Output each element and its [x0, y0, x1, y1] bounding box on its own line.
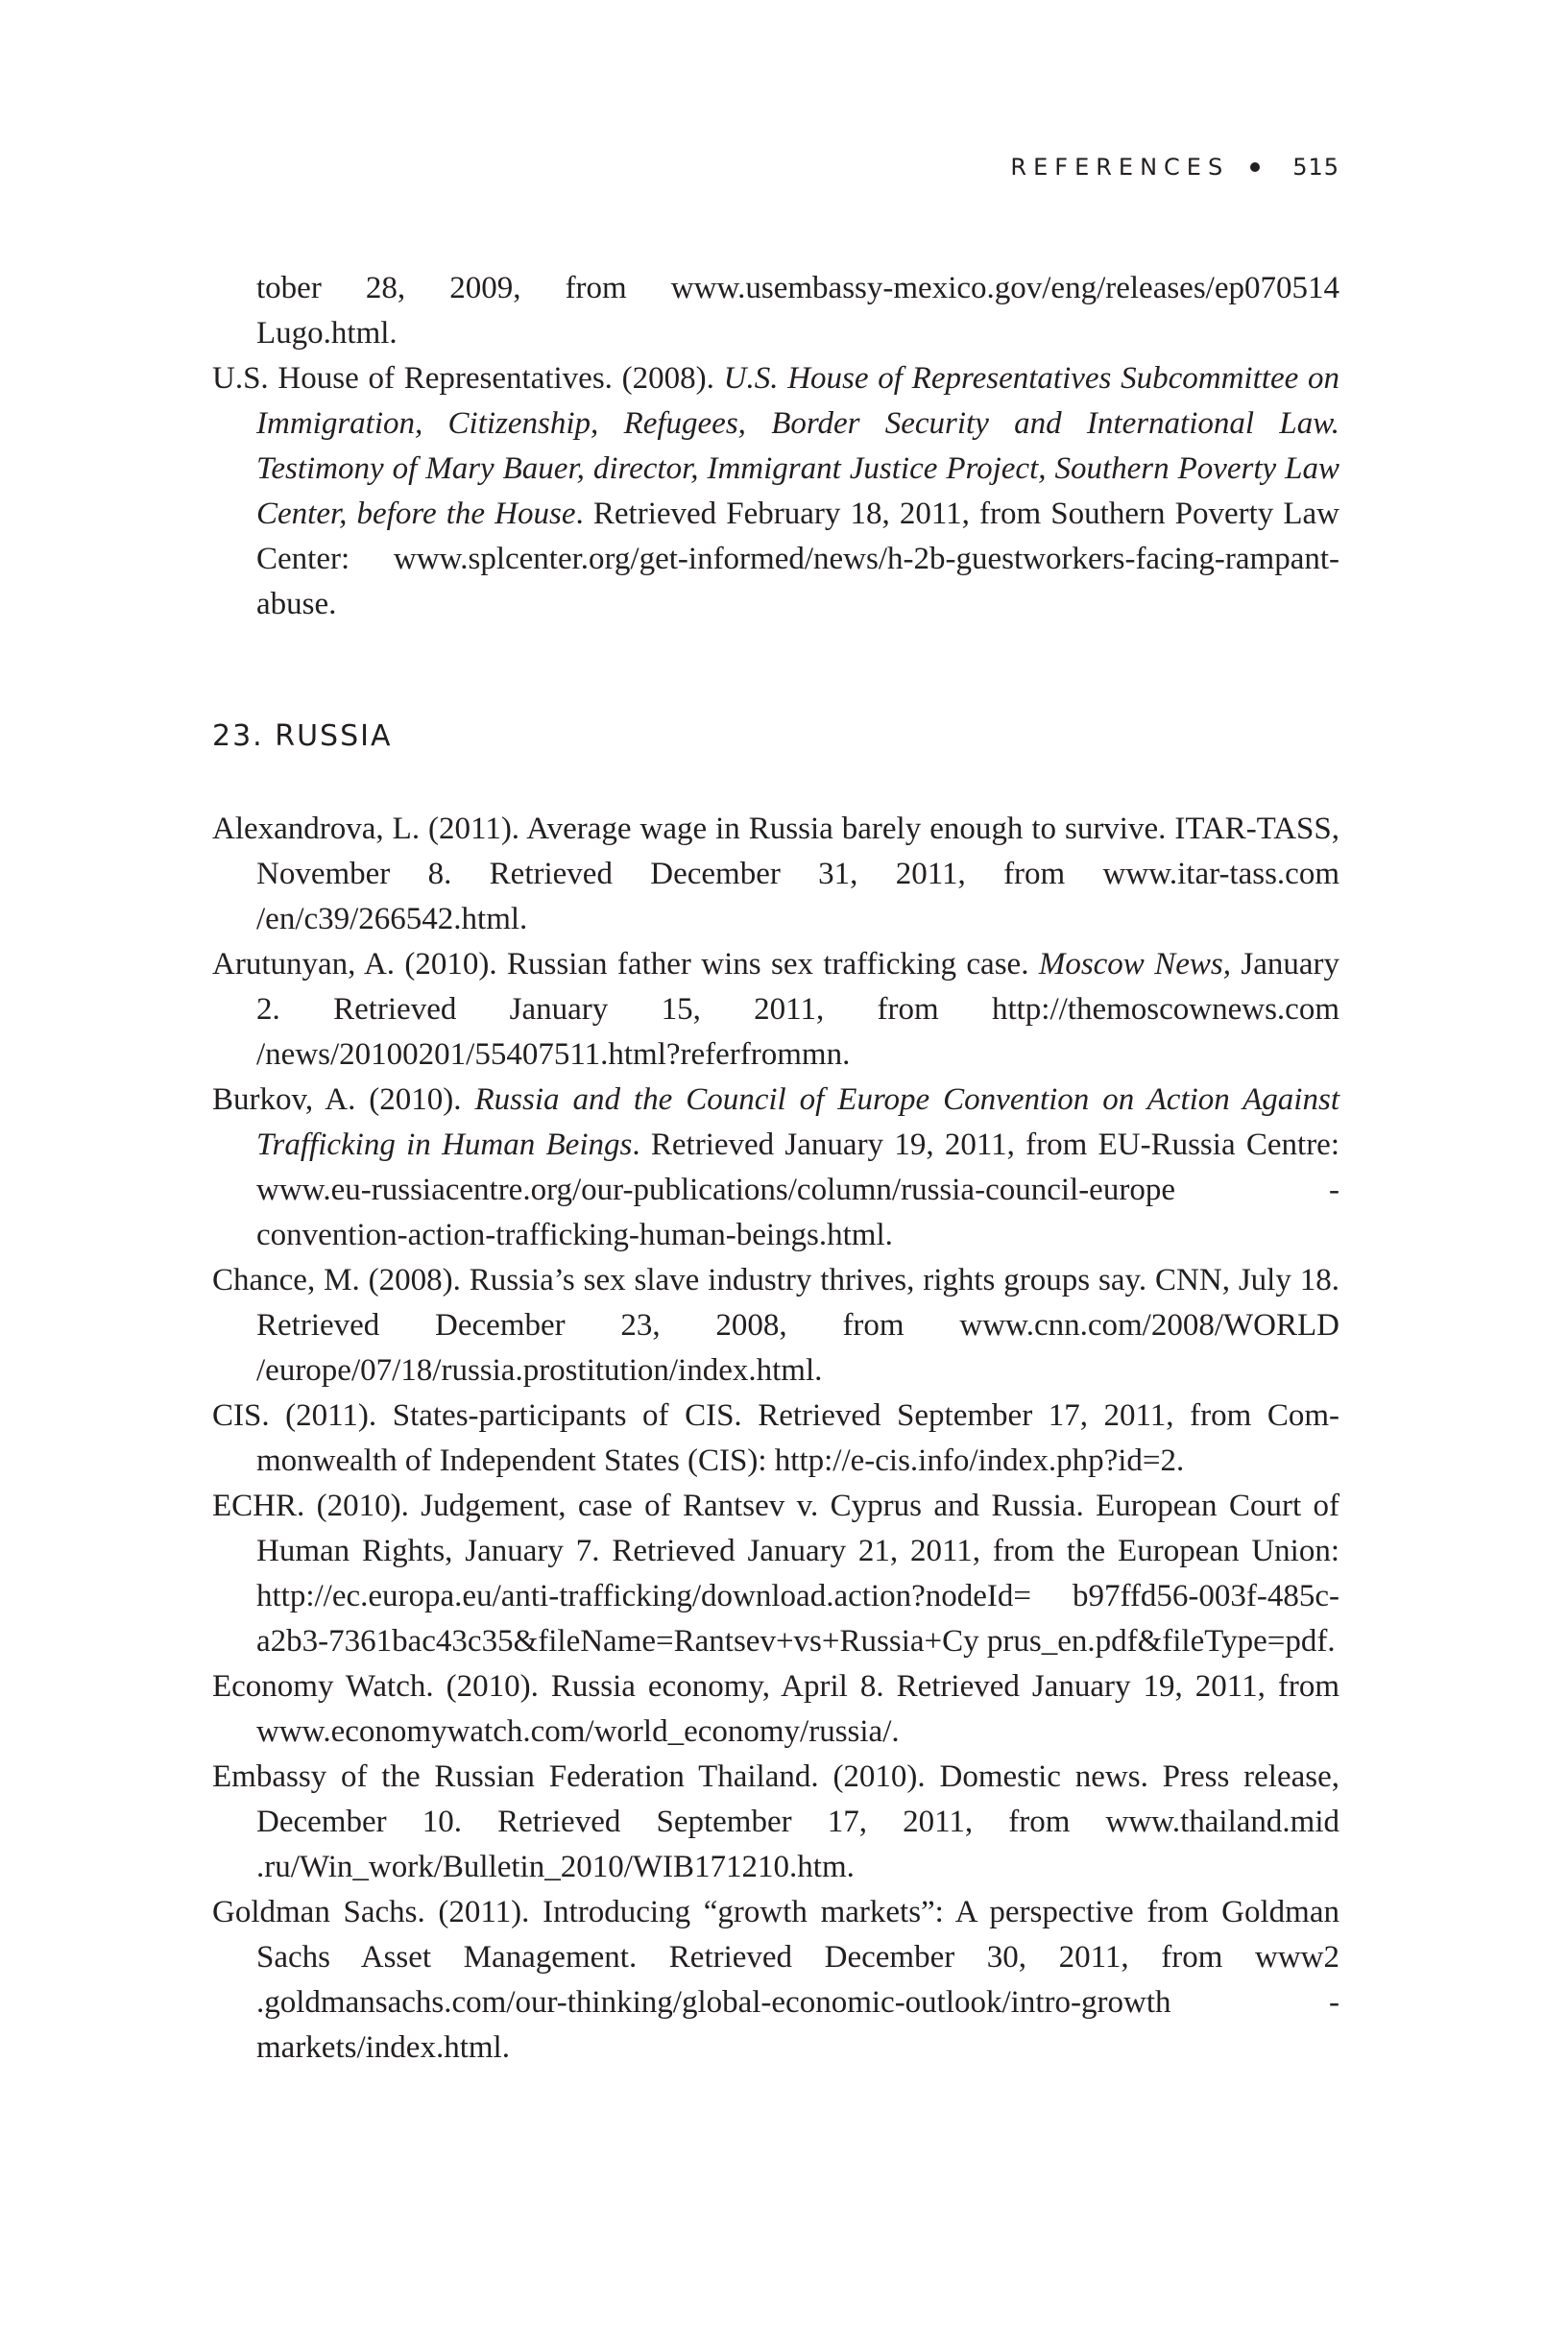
italic-title: Russia and the Council of Europe Convention on Action Against Trafficking in Human Beings — [256, 1082, 1339, 1162]
reference-entry: ECHR. (2010). Judgement, case of Rantsev v. Cyprus and Russia. European Court of Human Rights, January 7. Retrieved January 21, 2011, from the European Union: http://ec.europa.eu/anti-trafficking/download.action?nodeId= b97ffd56-003f-485c-a2b3-7361bac43c35&fileName=Rantsev+vs+Russia+Cy prus_en.pdf&fileType=pdf. — [212, 1489, 1339, 1659]
running-head — [1010, 154, 1339, 181]
section-label: REFERENCES — [1010, 154, 1230, 181]
reference-entry: Alexandrova, L. (2011). Average wage in Russia barely enough to survive. ITAR-TASS, November 8. Retrieved December 31, 2011, from www.itar-tass.com /en/c39/266542.html. — [212, 812, 1339, 936]
reference-entry: Arutunyan, A. (2010). Russian father wins sex trafficking case. Moscow News, January 2. Retrieved January 15, 2011, from http://themoscownews.com /news/20100201/55407511.html?referfrommn. — [212, 947, 1339, 1072]
section-heading: 23. RUSSIA — [212, 719, 393, 753]
page-number: 515 — [1292, 154, 1339, 181]
italic-title: Moscow News, — [1038, 947, 1231, 982]
reference-entry: Embassy of the Russian Federation Thailand. (2010). Domestic news. Press release, December 10. Retrieved September 17, 2011, from www.thailand.mid .ru/Win_work/Bulletin_2010/WIB171210.htm. — [212, 1759, 1339, 1884]
reference-entry: Economy Watch. (2010). Russia economy, April 8. Retrieved January 19, 2011, from www.economywatch.com/world_economy/russia/. — [212, 1669, 1339, 1749]
reference-entry: Chance, M. (2008). Russia’s sex slave industry thrives, rights groups say. CNN, July 18. Retrieved December 23, 2008, from www.cnn.com/2008/WORLD /europe/07/18/russia.prostitution/index.html. — [212, 1263, 1339, 1388]
reference-entry: Burkov, A. (2010). Russia and the Council of Europe Convention on Action Against Trafficking in Human Beings. Retrieved January 19, 2011, from EU-Russia Centre: www.eu-russiacentre.org/our-publications/column/russia-council-europe -convention-action-trafficking-human-beings.html. — [212, 1082, 1339, 1252]
reference-entry: Goldman Sachs. (2011). Introducing “growth markets”: A perspective from Goldman Sachs Asset Management. Retrieved December 30, 2011, from www2 .goldmansachs.com/our-thinking/global-economic-outlook/intro-growth -markets/index.html. — [212, 1895, 1339, 2065]
italic-title: U.S. House of Representatives Subcommittee on Immigration, Citizenship, Refugees, Border Security and International Law. Testimony of Mary Bauer, director, Immigrant Justice Project, Southern Poverty Law Center, before the House — [256, 361, 1339, 531]
references-content — [212, 266, 1339, 2071]
reference-entry: CIS. (2011). States-participants of CIS. Retrieved September 17, 2011, from Commonwealth of Independent States (CIS): http://e-cis.info/index.php?id=2. — [212, 1398, 1339, 1478]
bullet-separator — [1250, 162, 1260, 172]
reference-entry-continued: tober 28, 2009, from www.usembassy-mexico.gov/eng/releases/ep070514 Lugo.html. — [256, 271, 1339, 351]
reference-entry: U.S. House of Representatives. (2008). U.S. House of Representatives Subcommittee on Immigration, Citizenship, Refugees, Border Security and International Law. Testimony of Mary Bauer, director, Immigrant Justice Project, Southern Poverty Law Center, before the House. Retrieved February 18, 2011, from Southern Poverty Law Center: www.splcenter.org/get-informed/news/h-2b-guestworkers-facing-rampant-abuse. — [212, 361, 1340, 621]
